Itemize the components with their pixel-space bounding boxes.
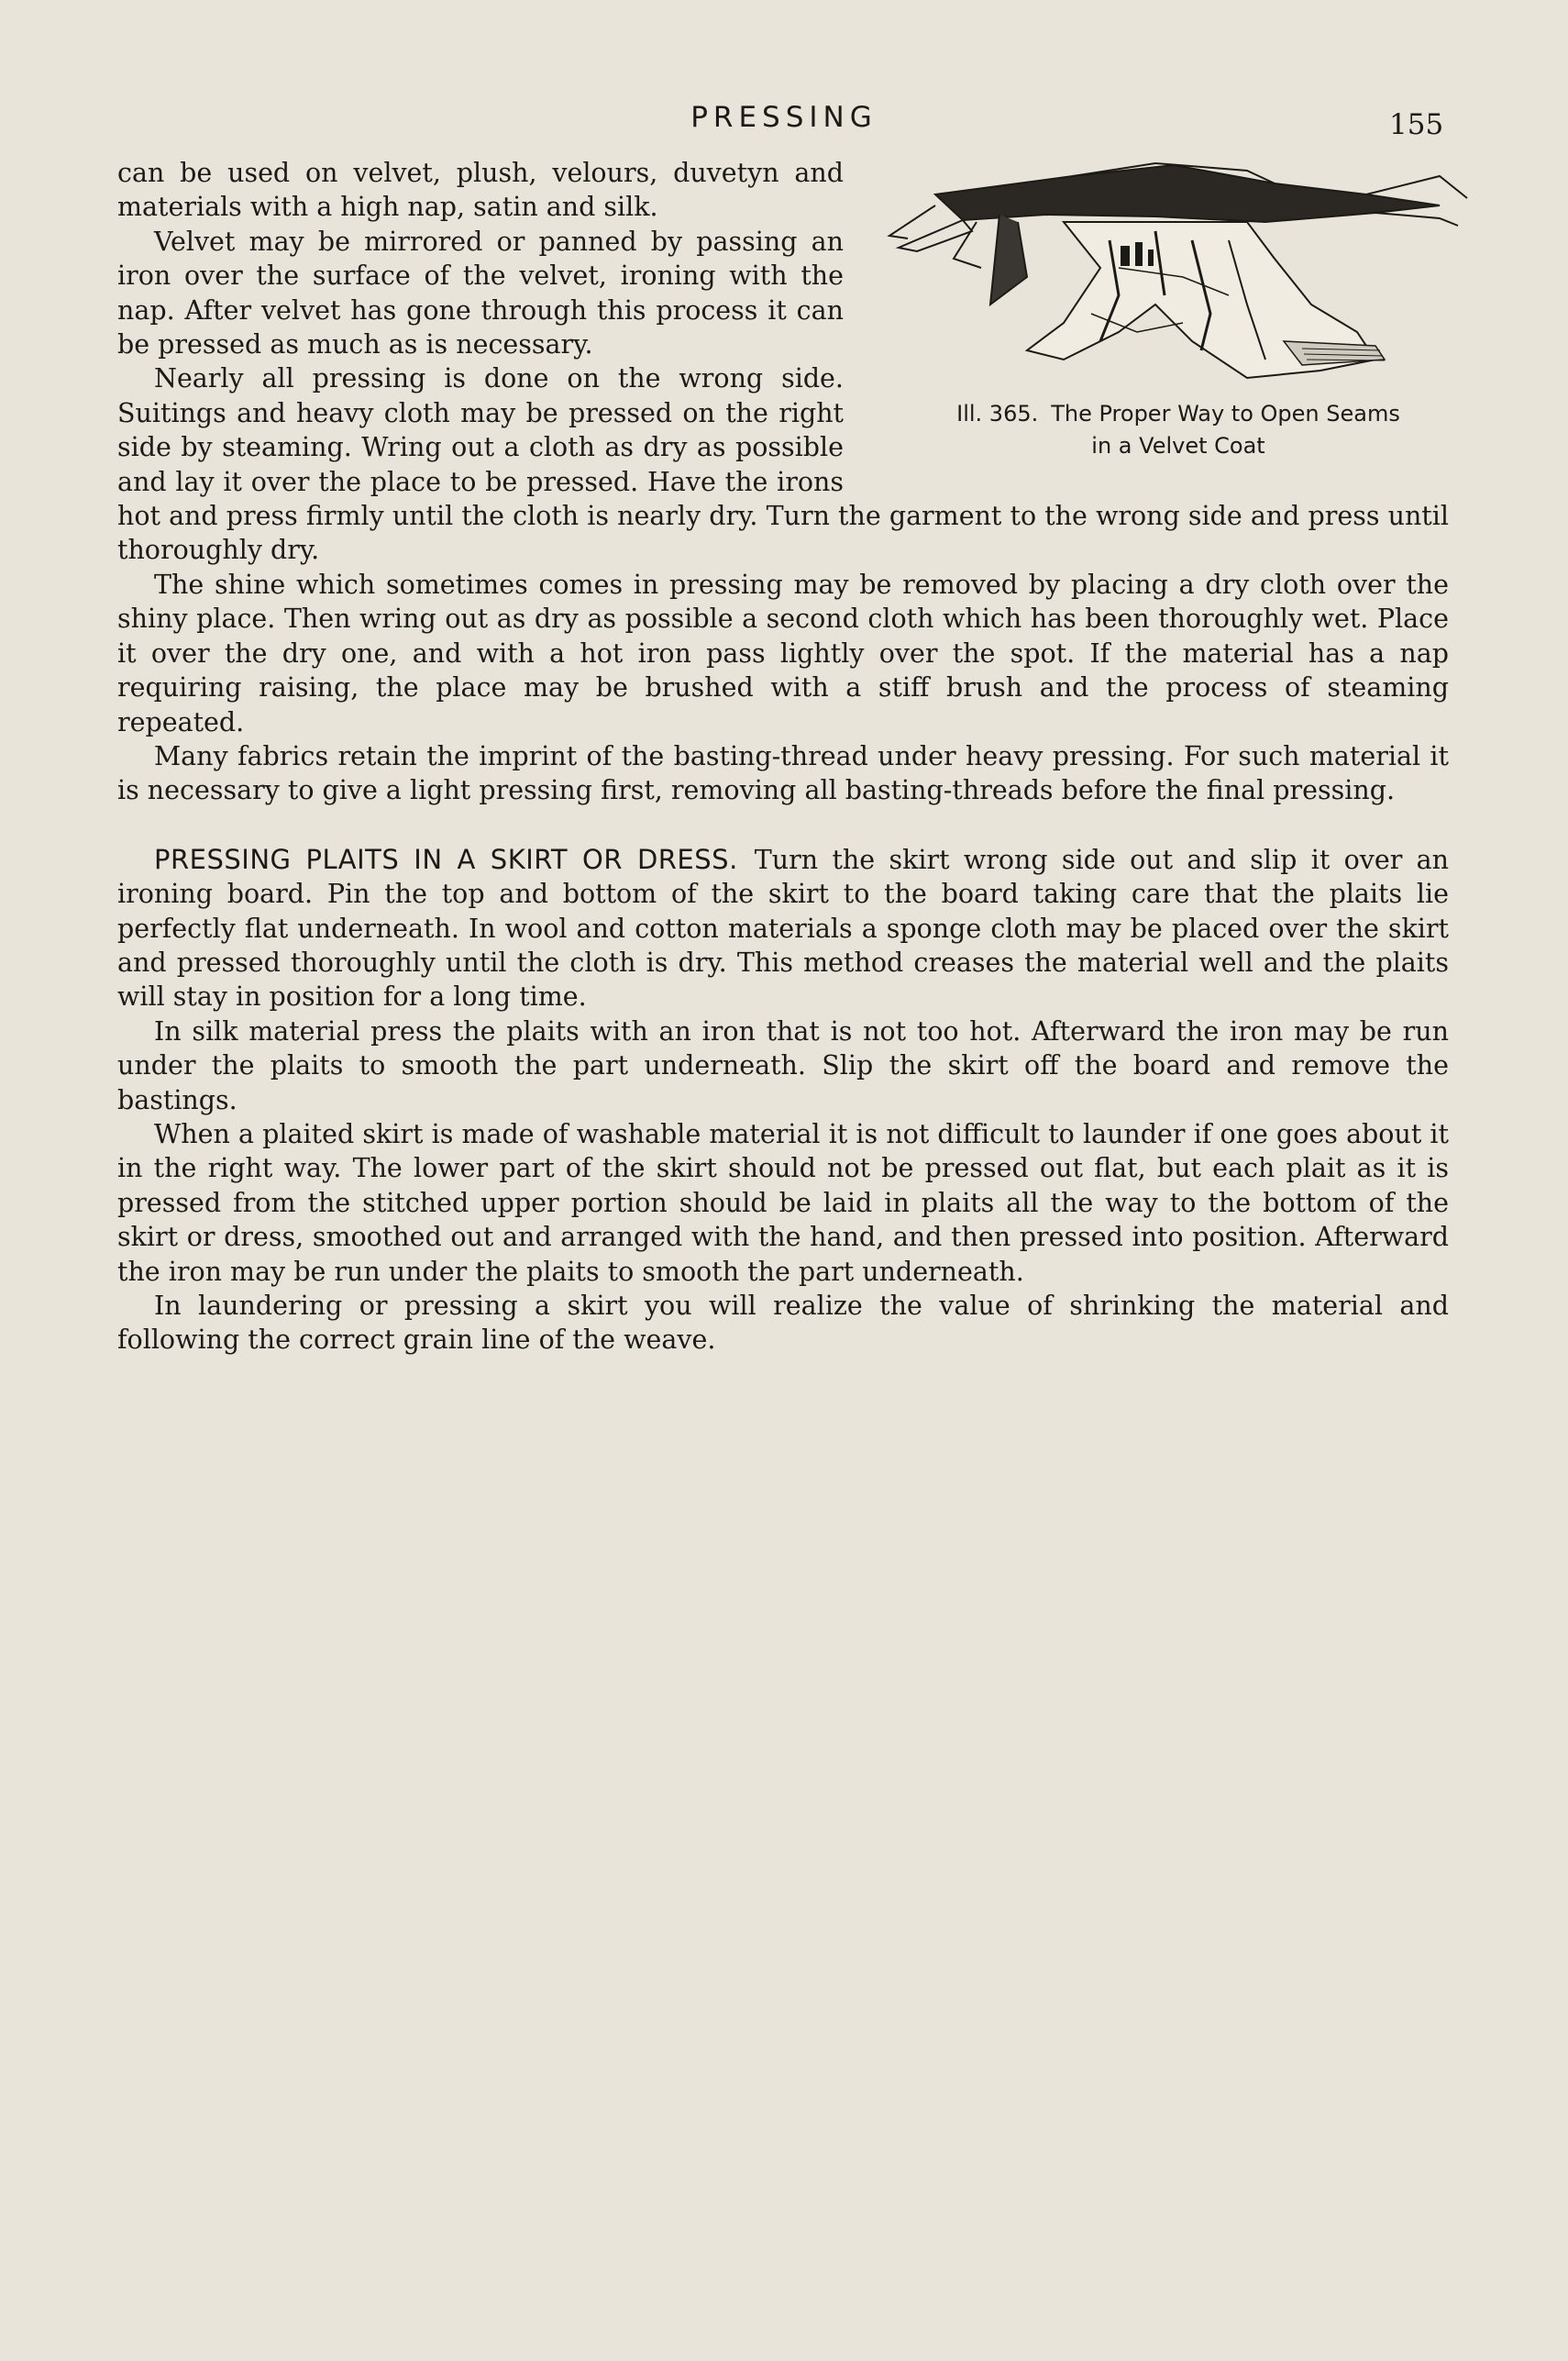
paragraph-3: Nearly all pressing is done on the wrong side. Suitings and heavy cloth may be pressed on the right side by steaming. Wring out a cloth as dry as possible and lay it over the place to be pressed. Have the irons hot and press firmly until the cloth is nearly dry. Turn the garment to the wrong side and press until thoroughly dry. — [117, 363, 1449, 566]
section-paragraph-2: In silk material press the plaits with an iron that is not too hot. Afterward the iron may be run under the plaits to smooth the part underneath. Slip the skirt off the board and remove the bastings. — [117, 1015, 1449, 1115]
figure-number: Ill. 365. — [956, 401, 1039, 427]
caption-line-2: in a Velvet Coat — [1091, 433, 1265, 459]
page-number: 155 — [1389, 108, 1444, 141]
chapter-title: PRESSING — [690, 101, 878, 134]
paragraph-4: The shine which sometimes comes in pressing may be removed by placing a dry cloth over the shiny place. Then wring out as dry as possible a second cloth which has been thoroughly wet. Place it over the dry one, and with a hot iron pass lightly over the spot. If the material has a nap requiring raising, the place may be brushed with a stiff brush and the process of steaming repeated. — [117, 569, 1449, 737]
section-paragraph-3: When a plaited skirt is made of washable material it is not difficult to launder if one goes about it in the right way. The lower part of the skirt should not be pressed out flat, but each plait as it is pressed from the stitched upper portion should be laid in plaits all the way to the bottom of the skirt or dress, smoothed out and arranged with the hand, and then pressed into position. Afterward the iron may be run under the plaits to smooth the part underneath. — [117, 1118, 1449, 1287]
figure-ill-365 — [880, 158, 1476, 465]
section-heading: PRESSING PLAITS IN A SKIRT OR DRESS. — [154, 843, 738, 875]
section-spacer — [117, 808, 1449, 843]
paragraph-5: Many fabrics retain the imprint of the basting-thread under heavy pressing. For such material it is necessary to give a light pressing first, removing all basting-threads before the final pressing. — [117, 740, 1449, 806]
caption-text: The Proper Way to Open Seams — [1051, 401, 1400, 427]
section-paragraph-1-text: Turn the skirt wrong side out and slip it over an ironing board. Pin the top and bottom of the skirt to the board taking care that the plaits lie perfectly flat underneath. In wool and cotton materials a sponge cloth may be placed over the skirt and pressed thoroughly until the cloth is dry. This method creases the material well and the plaits will stay in position for a long time. — [117, 844, 1449, 1013]
running-head — [0, 101, 1568, 147]
paragraph-2: Velvet may be mirrored or panned by passing an iron over the surface of the velvet, ironing with the nap. After velvet has gone through this process it can be pressed as much as is necessary. — [117, 226, 844, 360]
figure-caption — [880, 398, 1476, 462]
section-paragraph-1 — [117, 843, 1449, 1014]
caption-line-1 — [880, 398, 1476, 430]
section-paragraph-4: In laundering or pressing a skirt you will realize the value of shrinking the material and following the correct grain line of the weave. — [117, 1291, 1449, 1356]
paragraph-1: can be used on velvet, plush, velours, duvetyn and materials with a high nap, satin and silk. — [117, 158, 844, 223]
velvet-coat-seam-illustration-icon — [880, 158, 1476, 387]
body-text — [117, 156, 1449, 1358]
